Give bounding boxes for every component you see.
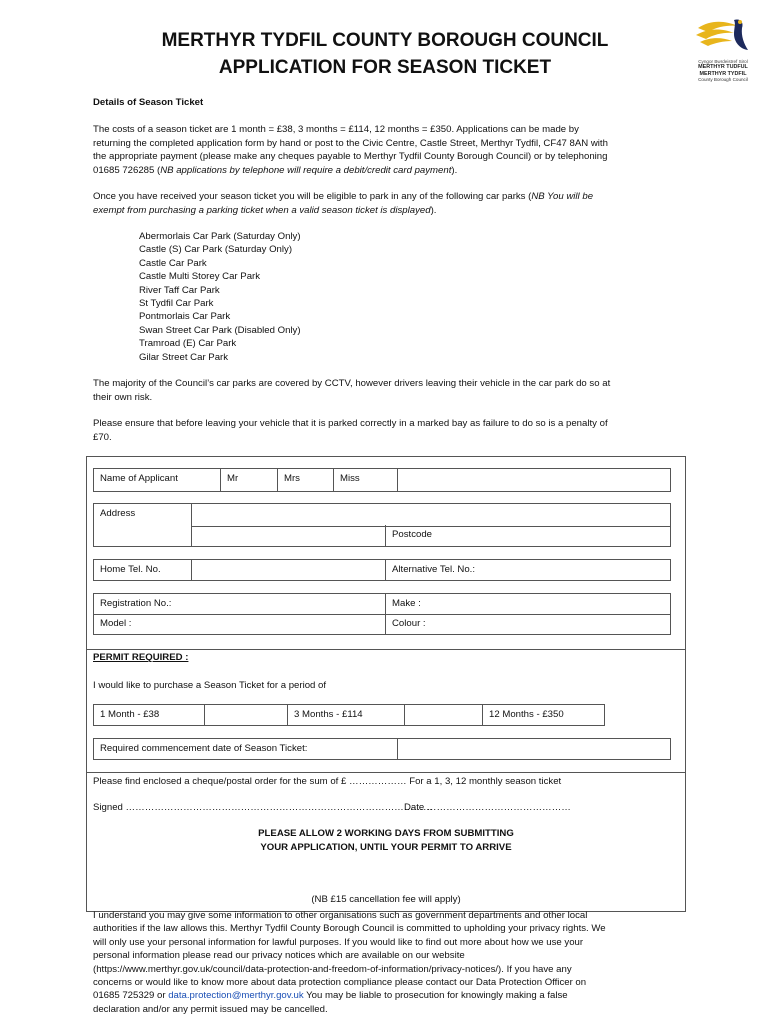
enclosed-payment-text: Please find enclosed a cheque/postal order for the sum of £ ……………… For a 1, 3, 12 monthly season ticket xyxy=(93,776,562,787)
dpo-email-link[interactable]: data.protection@merthyr.gov.uk xyxy=(168,990,304,1002)
period-options-row xyxy=(93,704,605,726)
council-crest-icon xyxy=(694,16,752,54)
name-label: Name of Applicant xyxy=(100,473,178,484)
logo-english-subtitle: County Borough Council xyxy=(698,76,748,82)
signature-line[interactable]: Signed …………………………………………………………………………………… xyxy=(93,802,433,813)
list-item: Abermorlais Car Park (Saturday Only) xyxy=(139,231,301,242)
list-item: Tramroad (E) Car Park xyxy=(139,338,237,350)
option-3-months-checkbox[interactable] xyxy=(404,705,483,725)
commencement-date-input[interactable] xyxy=(397,739,670,759)
logo-english-name: MERTHYR TYDFIL xyxy=(699,70,747,77)
logo-welsh-subtitle: Cyngor Bwrdeistref Sirol xyxy=(698,59,748,64)
address-input[interactable] xyxy=(191,504,670,527)
name-row xyxy=(93,468,671,492)
text-line: £70. xyxy=(93,431,112,443)
title-mrs-option[interactable]: Mrs xyxy=(277,469,278,491)
home-tel-label: Home Tel. No. xyxy=(100,564,161,575)
list-item: Castle (S) Car Park (Saturday Only) xyxy=(139,244,293,256)
text-line: 01685 726285 (NB applications by telephone will require a debit/credit card payment). xyxy=(93,164,458,176)
page-subtitle: APPLICATION FOR SEASON TICKET xyxy=(218,57,552,78)
eligibility-paragraph xyxy=(93,190,683,217)
penalty-paragraph xyxy=(93,417,683,444)
text-line: the appropriate payment (please make any cheques payable to Merthyr Tydfil County Borough Council) or by telephoning xyxy=(93,151,608,163)
list-item: Castle Multi Storey Car Park xyxy=(139,271,261,283)
list-item: Castle Car Park xyxy=(139,257,207,269)
cancellation-note: (NB £15 cancellation fee will apply) xyxy=(311,894,461,905)
cctv-paragraph xyxy=(93,377,683,404)
text-line: declaration and/or any permit issued may be cancelled. xyxy=(93,1003,328,1015)
date-line[interactable]: Date ……………………………………… xyxy=(404,802,571,813)
vehicle-block xyxy=(93,593,671,635)
text-line: authorities if the law allows this. Merthyr Tydfil County Borough Council is committed to upholding your privacy rights. We xyxy=(93,923,606,935)
divider xyxy=(86,772,686,773)
home-tel-input[interactable] xyxy=(191,560,386,580)
text-line: Please ensure that before leaving your vehicle that it is parked correctly in a marked bay as failure to do so is a penalty of xyxy=(93,418,608,429)
council-logo xyxy=(694,16,752,82)
text-line: concerns or would like to know more about data protection compliance please contact our Data Protection Officer on xyxy=(93,977,587,989)
alt-tel-field[interactable]: Alternative Tel. No.: xyxy=(385,560,670,580)
list-item: River Taff Car Park xyxy=(139,284,220,296)
text-line: personal information please read our privacy notices which are available on our website xyxy=(93,950,465,962)
address-line-input[interactable] xyxy=(191,525,386,546)
make-field[interactable]: Make : xyxy=(385,594,670,615)
text-line: their own risk. xyxy=(93,391,153,403)
address-block xyxy=(93,503,671,547)
option-1-month-checkbox[interactable] xyxy=(204,705,288,725)
period-text: I would like to purchase a Season Ticket for a period of xyxy=(93,680,327,691)
commencement-row xyxy=(93,738,671,760)
car-park-list xyxy=(139,230,301,364)
notice-line: YOUR APPLICATION, UNTIL YOUR PERMIT TO ARRIVE xyxy=(260,842,512,853)
text-line: will only use your personal information for lawful purposes. If you would like to find out more about how we use your xyxy=(93,936,584,948)
logo-welsh-name: MERTHYR TUDFUL xyxy=(698,64,748,71)
privacy-notice xyxy=(93,909,693,1016)
name-input[interactable] xyxy=(397,469,670,491)
colour-field[interactable]: Colour : xyxy=(385,614,670,634)
text-line: I understand you may give some information to other organisations such as government departments and other local xyxy=(93,910,588,921)
address-label: Address xyxy=(100,508,136,519)
text-line: returning the completed application form by hand or post to the Civic Centre, Castle Street, Merthyr Tydfil, CF47 8AN with xyxy=(93,137,608,149)
section-heading: Details of Season Ticket xyxy=(93,97,204,108)
list-item: Gilar Street Car Park xyxy=(139,351,229,363)
title-mr-option[interactable]: Mr xyxy=(220,469,221,491)
commencement-label: Required commencement date of Season Ticket: xyxy=(100,743,308,754)
permit-heading: PERMIT REQUIRED : xyxy=(93,652,189,663)
text-line: The majority of the Council’s car parks are covered by CCTV, however drivers leaving their vehicle in the car park do so at xyxy=(93,378,611,389)
costs-paragraph xyxy=(93,123,683,177)
text-line: (https://www.merthyr.gov.uk/council/data-protection-and-freedom-of-information/privacy-notices/). If you have any xyxy=(93,963,572,975)
registration-field[interactable]: Registration No.: xyxy=(94,594,385,615)
page-title: MERTHYR TYDFIL COUNTY BOROUGH COUNCIL xyxy=(161,30,609,51)
list-item: Swan Street Car Park (Disabled Only) xyxy=(139,324,301,336)
list-item: St Tydfil Car Park xyxy=(139,298,214,310)
text-line: Once you have received your season ticket you will be eligible to park in any of the following car parks (NB You will be xyxy=(93,191,594,202)
option-1-month[interactable]: 1 Month - £38 xyxy=(100,709,160,720)
list-item: Pontmorlais Car Park xyxy=(139,311,231,323)
phone-row xyxy=(93,559,671,581)
text-line: exempt from purchasing a parking ticket when a valid season ticket is displayed). xyxy=(93,204,437,216)
model-field[interactable]: Model : xyxy=(100,618,132,629)
divider xyxy=(86,649,686,650)
notice-line: PLEASE ALLOW 2 WORKING DAYS FROM SUBMITTING xyxy=(258,828,514,839)
text-line: 01685 725329 or data.protection@merthyr.gov.uk You may be liable to prosecution for knowingly making a false xyxy=(93,990,568,1002)
title-miss-option[interactable]: Miss xyxy=(333,469,334,491)
option-12-months[interactable]: 12 Months - £350 xyxy=(482,705,604,725)
text-line: The costs of a season ticket are 1 month = £38, 3 months = £114, 12 months = £350. Applications can be made by xyxy=(93,124,579,135)
option-3-months[interactable]: 3 Months - £114 xyxy=(287,705,405,725)
postcode-field[interactable]: Postcode xyxy=(385,525,670,546)
